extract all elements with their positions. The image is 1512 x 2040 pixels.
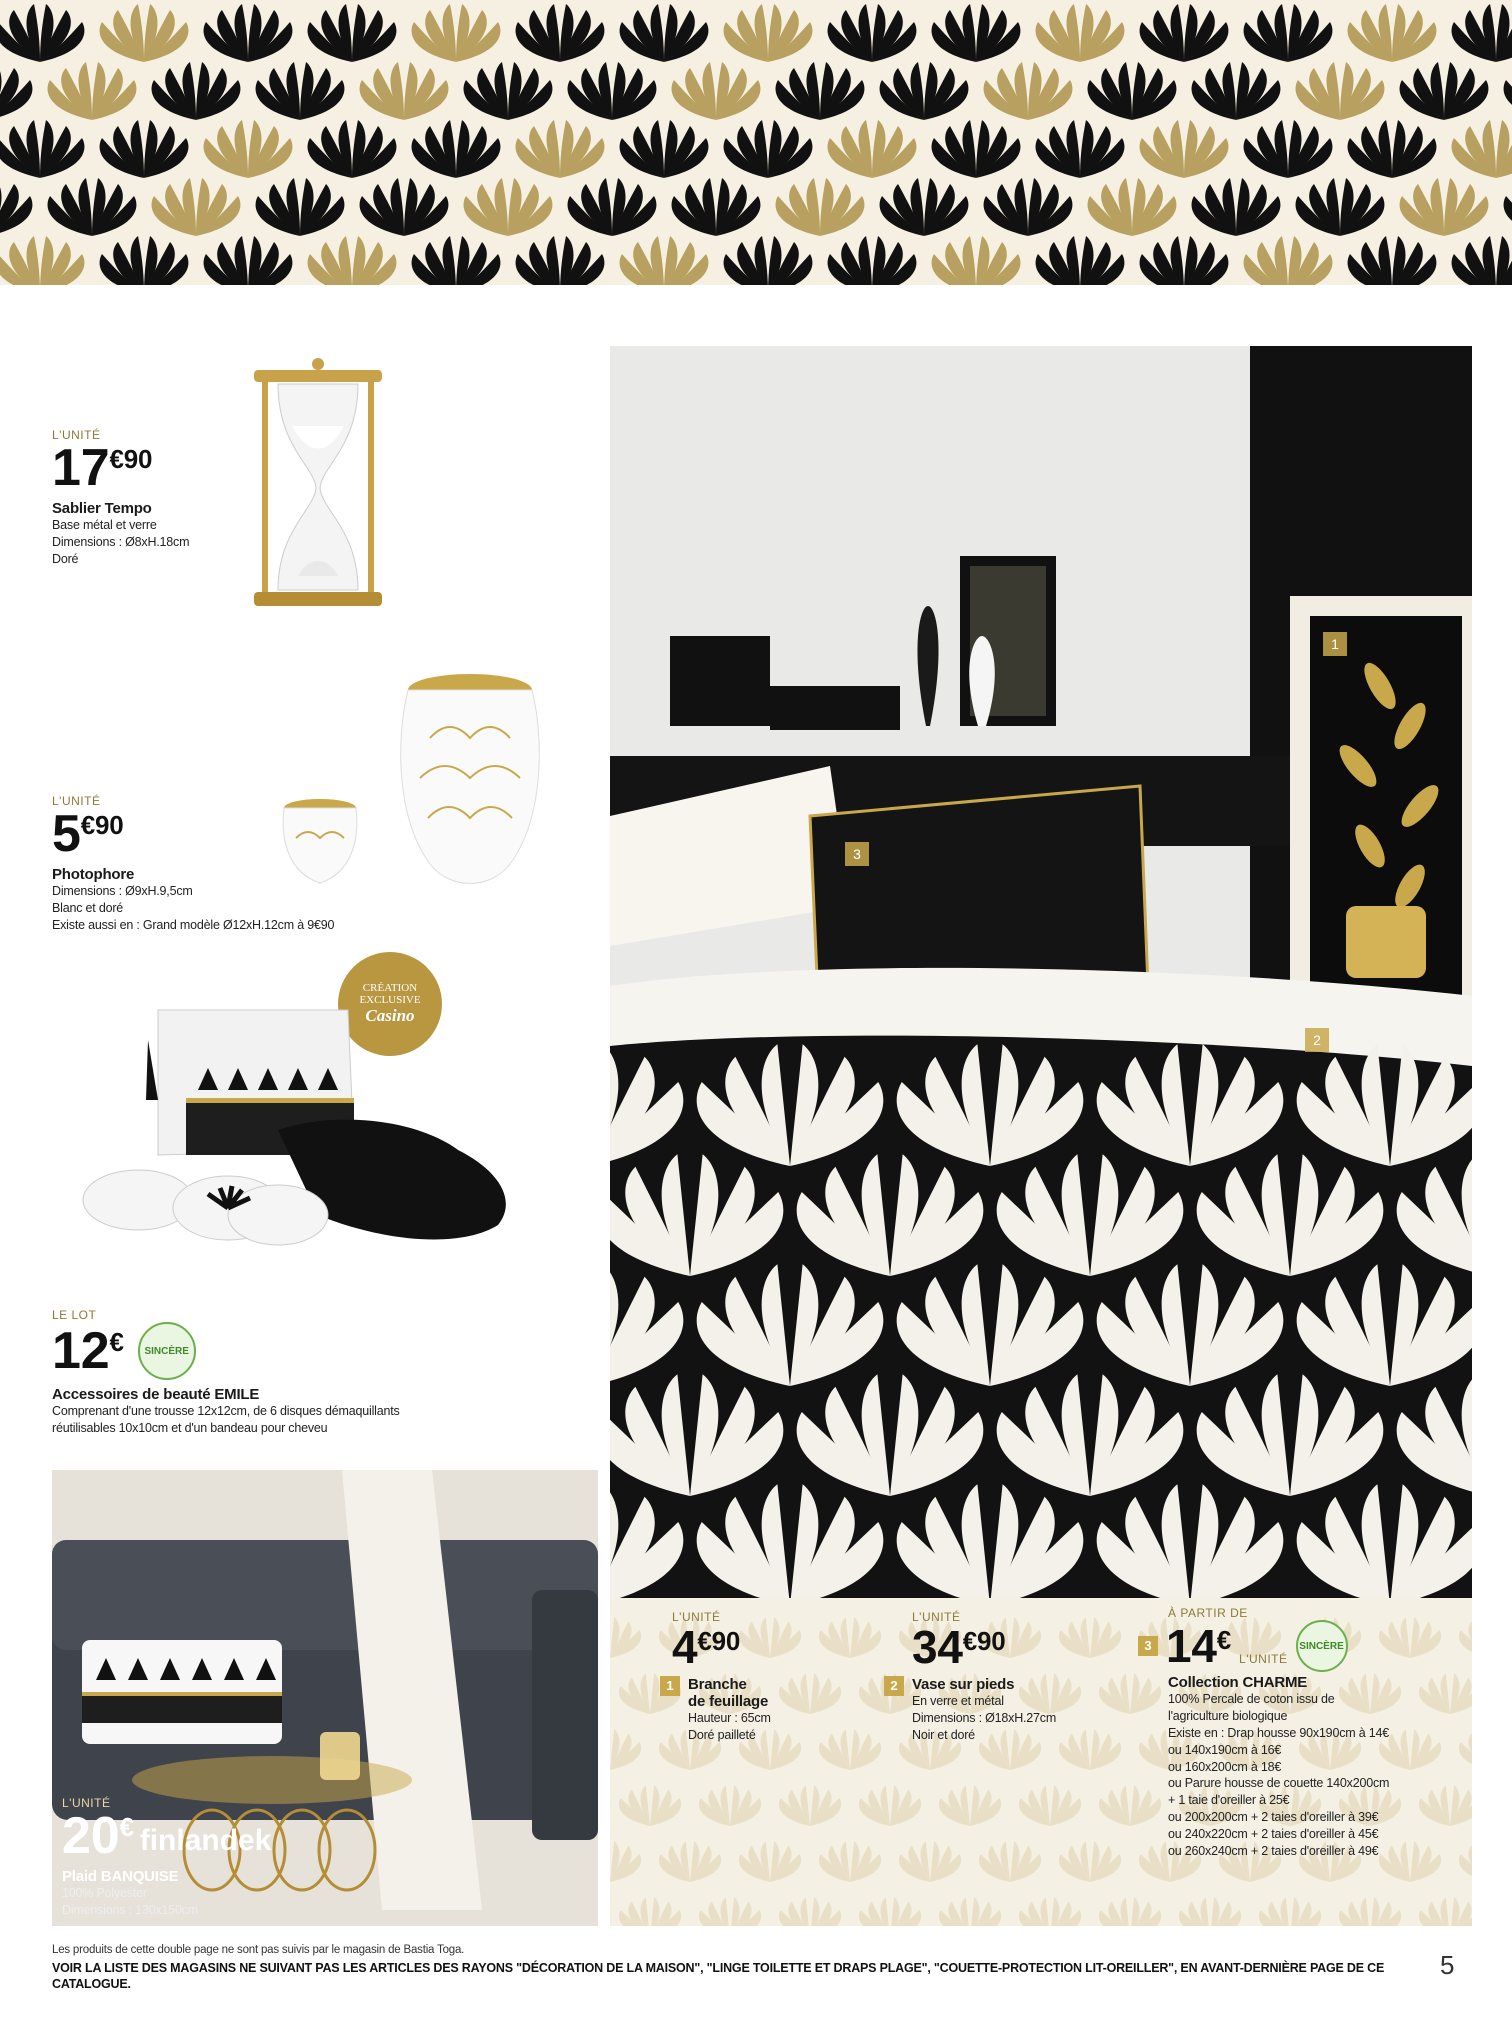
price-integer: 20 (62, 1807, 120, 1865)
price-decimal: €90 (697, 1626, 741, 1656)
black-fan-motif (828, 236, 917, 285)
black-fan-motif (516, 236, 605, 285)
product-line: ou 160x200cm à 18€ (1168, 1759, 1282, 1774)
panel-fan-motif (699, 1897, 761, 1926)
black-fan-motif (620, 120, 709, 178)
gold-fan-motif (308, 236, 397, 285)
product-title: Collection CHARME (1168, 1674, 1308, 1691)
product-line: Existe en : Drap housse 90x190cm à 14€ (1168, 1725, 1390, 1740)
unit-label: L'UNITÉ (1239, 1652, 1288, 1666)
panel-fan-motif (610, 1617, 641, 1658)
black-fan-motif (724, 236, 813, 285)
panel-fan-motif (1059, 1841, 1121, 1882)
black-fan-motif (1192, 178, 1281, 236)
product-title: Branche (688, 1676, 747, 1693)
bedroom-photo (610, 346, 1472, 1598)
unit-label: LE LOT (52, 1308, 97, 1322)
panel-fan-motif (610, 1729, 641, 1770)
panel-fan-motif (899, 1841, 961, 1882)
panel-fan-motif (779, 1785, 841, 1826)
product-line: Dimensions : 130x150cm (62, 1902, 198, 1917)
price (912, 1621, 1114, 1673)
product-line: Blanc et doré (52, 900, 124, 915)
price-integer: 12 (52, 1322, 110, 1380)
unit-label: L'UNITÉ (672, 1610, 721, 1624)
product-number: 1 (660, 1676, 680, 1696)
products-panel (610, 1598, 1472, 1926)
photo-marker-1: 1 (1323, 632, 1347, 656)
footer-store-list: VOIR LA LISTE DES MAGASINS NE SUIVANT PAS LES ARTICLES DES RAYONS "DÉCORATION DE LA MAISON", "LINGE TOILETTE ET DRAPS PLAGE", "COUETTE-PROTECTION LIT-OREILLER", EN AVANT-DERNIÈRE PAGE DE CE CATALOGUE. (52, 1961, 1385, 1992)
black-fan-motif (1036, 236, 1125, 285)
black-fan-motif (828, 4, 917, 62)
price-decimal: € (1216, 1625, 1232, 1655)
gold-fan-motif (1088, 178, 1177, 236)
black-fan-motif (464, 62, 553, 120)
black-fan-motif (48, 178, 137, 236)
panel-fan-motif (939, 1785, 1001, 1826)
product-line: Hauteur : 65cm (688, 1711, 771, 1725)
black-fan-motif (1088, 62, 1177, 120)
panel-fan-motif (699, 1785, 761, 1826)
black-fan-motif (1348, 120, 1437, 178)
product-line: Noir et doré (912, 1727, 975, 1742)
product-line: Dimensions : Ø18xH.27cm (912, 1710, 1057, 1725)
product-line: Doré (52, 551, 79, 566)
black-fan-motif (0, 4, 84, 62)
black-fan-motif (776, 62, 865, 120)
product-title: Sablier Tempo (52, 500, 152, 517)
panel-fan-motif (1259, 1897, 1321, 1926)
black-fan-motif (308, 4, 397, 62)
price-integer: 34 (912, 1621, 963, 1673)
product-line: Doré pailleté (688, 1727, 756, 1742)
price-decimal: € (109, 1327, 124, 1357)
photo-marker-2: 2 (1305, 1028, 1329, 1052)
product-title: Plaid BANQUISE (62, 1868, 179, 1885)
panel-fan-motif (979, 1841, 1041, 1882)
gold-fan-motif (100, 4, 189, 62)
black-fan-motif (1452, 4, 1512, 62)
gold-fan-motif (1244, 236, 1333, 285)
unit-label: L'UNITÉ (52, 794, 101, 808)
product-title: Photophore (52, 866, 135, 883)
product-line: ou 240x220cm + 2 taies d'oreiller à 45€ (1168, 1827, 1379, 1841)
product-line: Comprenant d'une trousse 12x12cm, de 6 disques démaquillants (52, 1404, 400, 1418)
gold-fan-motif (828, 120, 917, 178)
price-decimal: €90 (80, 810, 124, 840)
gold-fan-motif (0, 236, 84, 285)
gold-fan-motif (48, 62, 137, 120)
product-line: l'agriculture biologique (1168, 1708, 1288, 1723)
black-fan-motif (984, 178, 1073, 236)
panel-fan-motif (1459, 1729, 1472, 1770)
black-fan-motif (204, 4, 293, 62)
panel-fan-motif (1099, 1897, 1161, 1926)
price-decimal: €90 (109, 444, 153, 474)
gold-fan-motif (1452, 120, 1512, 178)
panel-fan-motif (1459, 1841, 1472, 1882)
product-line: Dimensions : Ø9xH.9,5cm (52, 884, 193, 898)
panel-fan-motif (610, 1841, 641, 1882)
black-fan-motif (672, 178, 761, 236)
black-fan-motif (1140, 236, 1229, 285)
panel-fan-motif (1459, 1617, 1472, 1658)
gold-fan-motif (620, 236, 709, 285)
price-decimal: € (119, 1812, 134, 1842)
product-number: 2 (884, 1676, 904, 1696)
black-fan-motif (932, 120, 1021, 178)
gold-fan-motif (152, 178, 241, 236)
product-line: + 1 taie d'oreiller à 25€ (1168, 1793, 1290, 1808)
gold-fan-motif (1348, 4, 1437, 62)
gold-fan-motif (1036, 4, 1125, 62)
plaid-photo (52, 1470, 598, 1926)
panel-fan-motif (619, 1897, 681, 1926)
panel-fan-motif (739, 1841, 801, 1882)
black-fan-motif (412, 236, 501, 285)
product-line: Base métal et verre (52, 518, 157, 532)
product-line: Dimensions : Ø8xH.18cm (52, 534, 190, 549)
black-fan-motif (360, 178, 449, 236)
black-fan-motif (308, 120, 397, 178)
badge-line: EXCLUSIVE (359, 994, 421, 1006)
gold-fan-motif (672, 62, 761, 120)
fan-pattern-banner (0, 0, 1512, 285)
black-fan-motif (256, 62, 345, 120)
price (1166, 1620, 1232, 1672)
price (52, 439, 272, 497)
black-fan-motif (0, 62, 32, 120)
gold-fan-motif (984, 62, 1073, 120)
black-fan-motif (100, 120, 189, 178)
gold-fan-motif (1400, 178, 1489, 236)
product-line: ou 260x240cm + 2 taies d'oreiller à 49€ (1168, 1843, 1379, 1858)
gold-fan-motif (1140, 120, 1229, 178)
gold-fan-motif (360, 62, 449, 120)
product-line: ou 140x190cm à 16€ (1168, 1742, 1282, 1757)
product-sablier (52, 428, 272, 568)
product-branche (660, 1610, 860, 1744)
black-fan-motif (0, 178, 32, 236)
black-fan-motif (1036, 120, 1125, 178)
price-from-label: À PARTIR DE (1168, 1606, 1248, 1620)
black-fan-motif (1504, 62, 1512, 120)
beauty-kit-image (78, 990, 558, 1260)
panel-fan-motif (1339, 1897, 1401, 1926)
black-fan-motif (412, 120, 501, 178)
product-line: Existe aussi en : Grand modèle Ø12xH.12cm à 9€90 (52, 917, 335, 932)
black-fan-motif (1400, 62, 1489, 120)
product-charme (1138, 1606, 1458, 1860)
panel-fan-motif (619, 1785, 681, 1826)
black-fan-motif (1452, 236, 1512, 285)
product-title: Accessoires de beauté EMILE (52, 1386, 260, 1403)
price (52, 1322, 124, 1380)
gold-fan-motif (516, 120, 605, 178)
black-fan-motif (1348, 236, 1437, 285)
panel-fan-motif (1419, 1897, 1472, 1926)
gold-fan-motif (724, 4, 813, 62)
product-line: En verre et métal (912, 1694, 1004, 1708)
panel-fan-motif (779, 1897, 841, 1926)
black-fan-motif (1244, 120, 1333, 178)
black-fan-motif (516, 4, 605, 62)
price-decimal: €90 (962, 1626, 1006, 1656)
badge-line: CRÉATION (362, 982, 418, 994)
product-line: 100% Polyester (62, 1886, 147, 1900)
photo-marker-3: 3 (845, 842, 869, 866)
black-fan-motif (932, 4, 1021, 62)
price (62, 1807, 134, 1865)
price-integer: 17 (52, 439, 110, 497)
panel-fan-motif (859, 1897, 921, 1926)
finlandek-logo: finlandek (139, 1824, 272, 1857)
product-emile (52, 1308, 492, 1437)
bedroom-scene-image (610, 346, 1472, 1598)
black-fan-motif (256, 178, 345, 236)
panel-fan-motif (819, 1841, 881, 1882)
footer-note: Les produits de cette double page ne sont pas suivis par le magasin de Bastia Toga. (52, 1944, 465, 1956)
product-line: 100% Percale de coton issu de (1168, 1692, 1335, 1706)
product-title: de feuillage (688, 1693, 769, 1710)
panel-fan-motif (859, 1785, 921, 1826)
panel-fan-motif (659, 1841, 721, 1882)
product-line: ou Parure housse de couette 140x200cm (1168, 1776, 1390, 1791)
product-line: ou 200x200cm + 2 taies d'oreiller à 39€ (1168, 1810, 1379, 1825)
sincere-label-badge: SINCÈRE (1296, 1620, 1348, 1672)
photophore-image (270, 668, 560, 908)
unit-label: L'UNITÉ (52, 428, 101, 442)
casino-logo: Casino (365, 1006, 415, 1025)
sincere-label-badge: SINCÈRE (138, 1322, 196, 1380)
hourglass-image (248, 356, 388, 626)
black-fan-motif (152, 62, 241, 120)
black-fan-motif (880, 178, 969, 236)
unit-label: L'UNITÉ (912, 1610, 961, 1624)
page-number: 5 (1440, 1950, 1455, 1980)
black-fan-motif (100, 236, 189, 285)
panel-fan-motif (1019, 1785, 1081, 1826)
black-fan-motif (204, 236, 293, 285)
gold-fan-motif (412, 4, 501, 62)
gold-fan-motif (1296, 62, 1385, 120)
black-fan-motif (724, 120, 813, 178)
product-number: 3 (1138, 1636, 1158, 1656)
price-integer: 4 (672, 1621, 698, 1673)
gold-fan-motif (776, 178, 865, 236)
black-fan-motif (1244, 4, 1333, 62)
product-title: Vase sur pieds (912, 1676, 1015, 1693)
product-vase (884, 1610, 1114, 1744)
product-plaid (62, 1796, 362, 1919)
gold-fan-motif (204, 120, 293, 178)
panel-fan-motif (1179, 1897, 1241, 1926)
black-fan-motif (568, 62, 657, 120)
black-fan-motif (880, 62, 969, 120)
fan-pattern-illustration (0, 0, 1512, 285)
product-line: réutilisables 10x10cm et d'un bandeau pour cheveu (52, 1420, 328, 1435)
black-fan-motif (568, 178, 657, 236)
black-fan-motif (0, 120, 84, 178)
black-fan-motif (1140, 4, 1229, 62)
panel-fan-motif (1019, 1897, 1081, 1926)
price-integer: 5 (52, 805, 81, 863)
unit-label: L'UNITÉ (62, 1796, 111, 1810)
price (672, 1621, 860, 1673)
black-fan-motif (1504, 178, 1512, 236)
black-fan-motif (620, 4, 709, 62)
price-integer: 14 (1166, 1620, 1217, 1672)
black-fan-motif (1296, 178, 1385, 236)
gold-fan-motif (932, 236, 1021, 285)
black-fan-motif (1192, 62, 1281, 120)
panel-fan-motif (939, 1897, 1001, 1926)
gold-fan-motif (464, 178, 553, 236)
